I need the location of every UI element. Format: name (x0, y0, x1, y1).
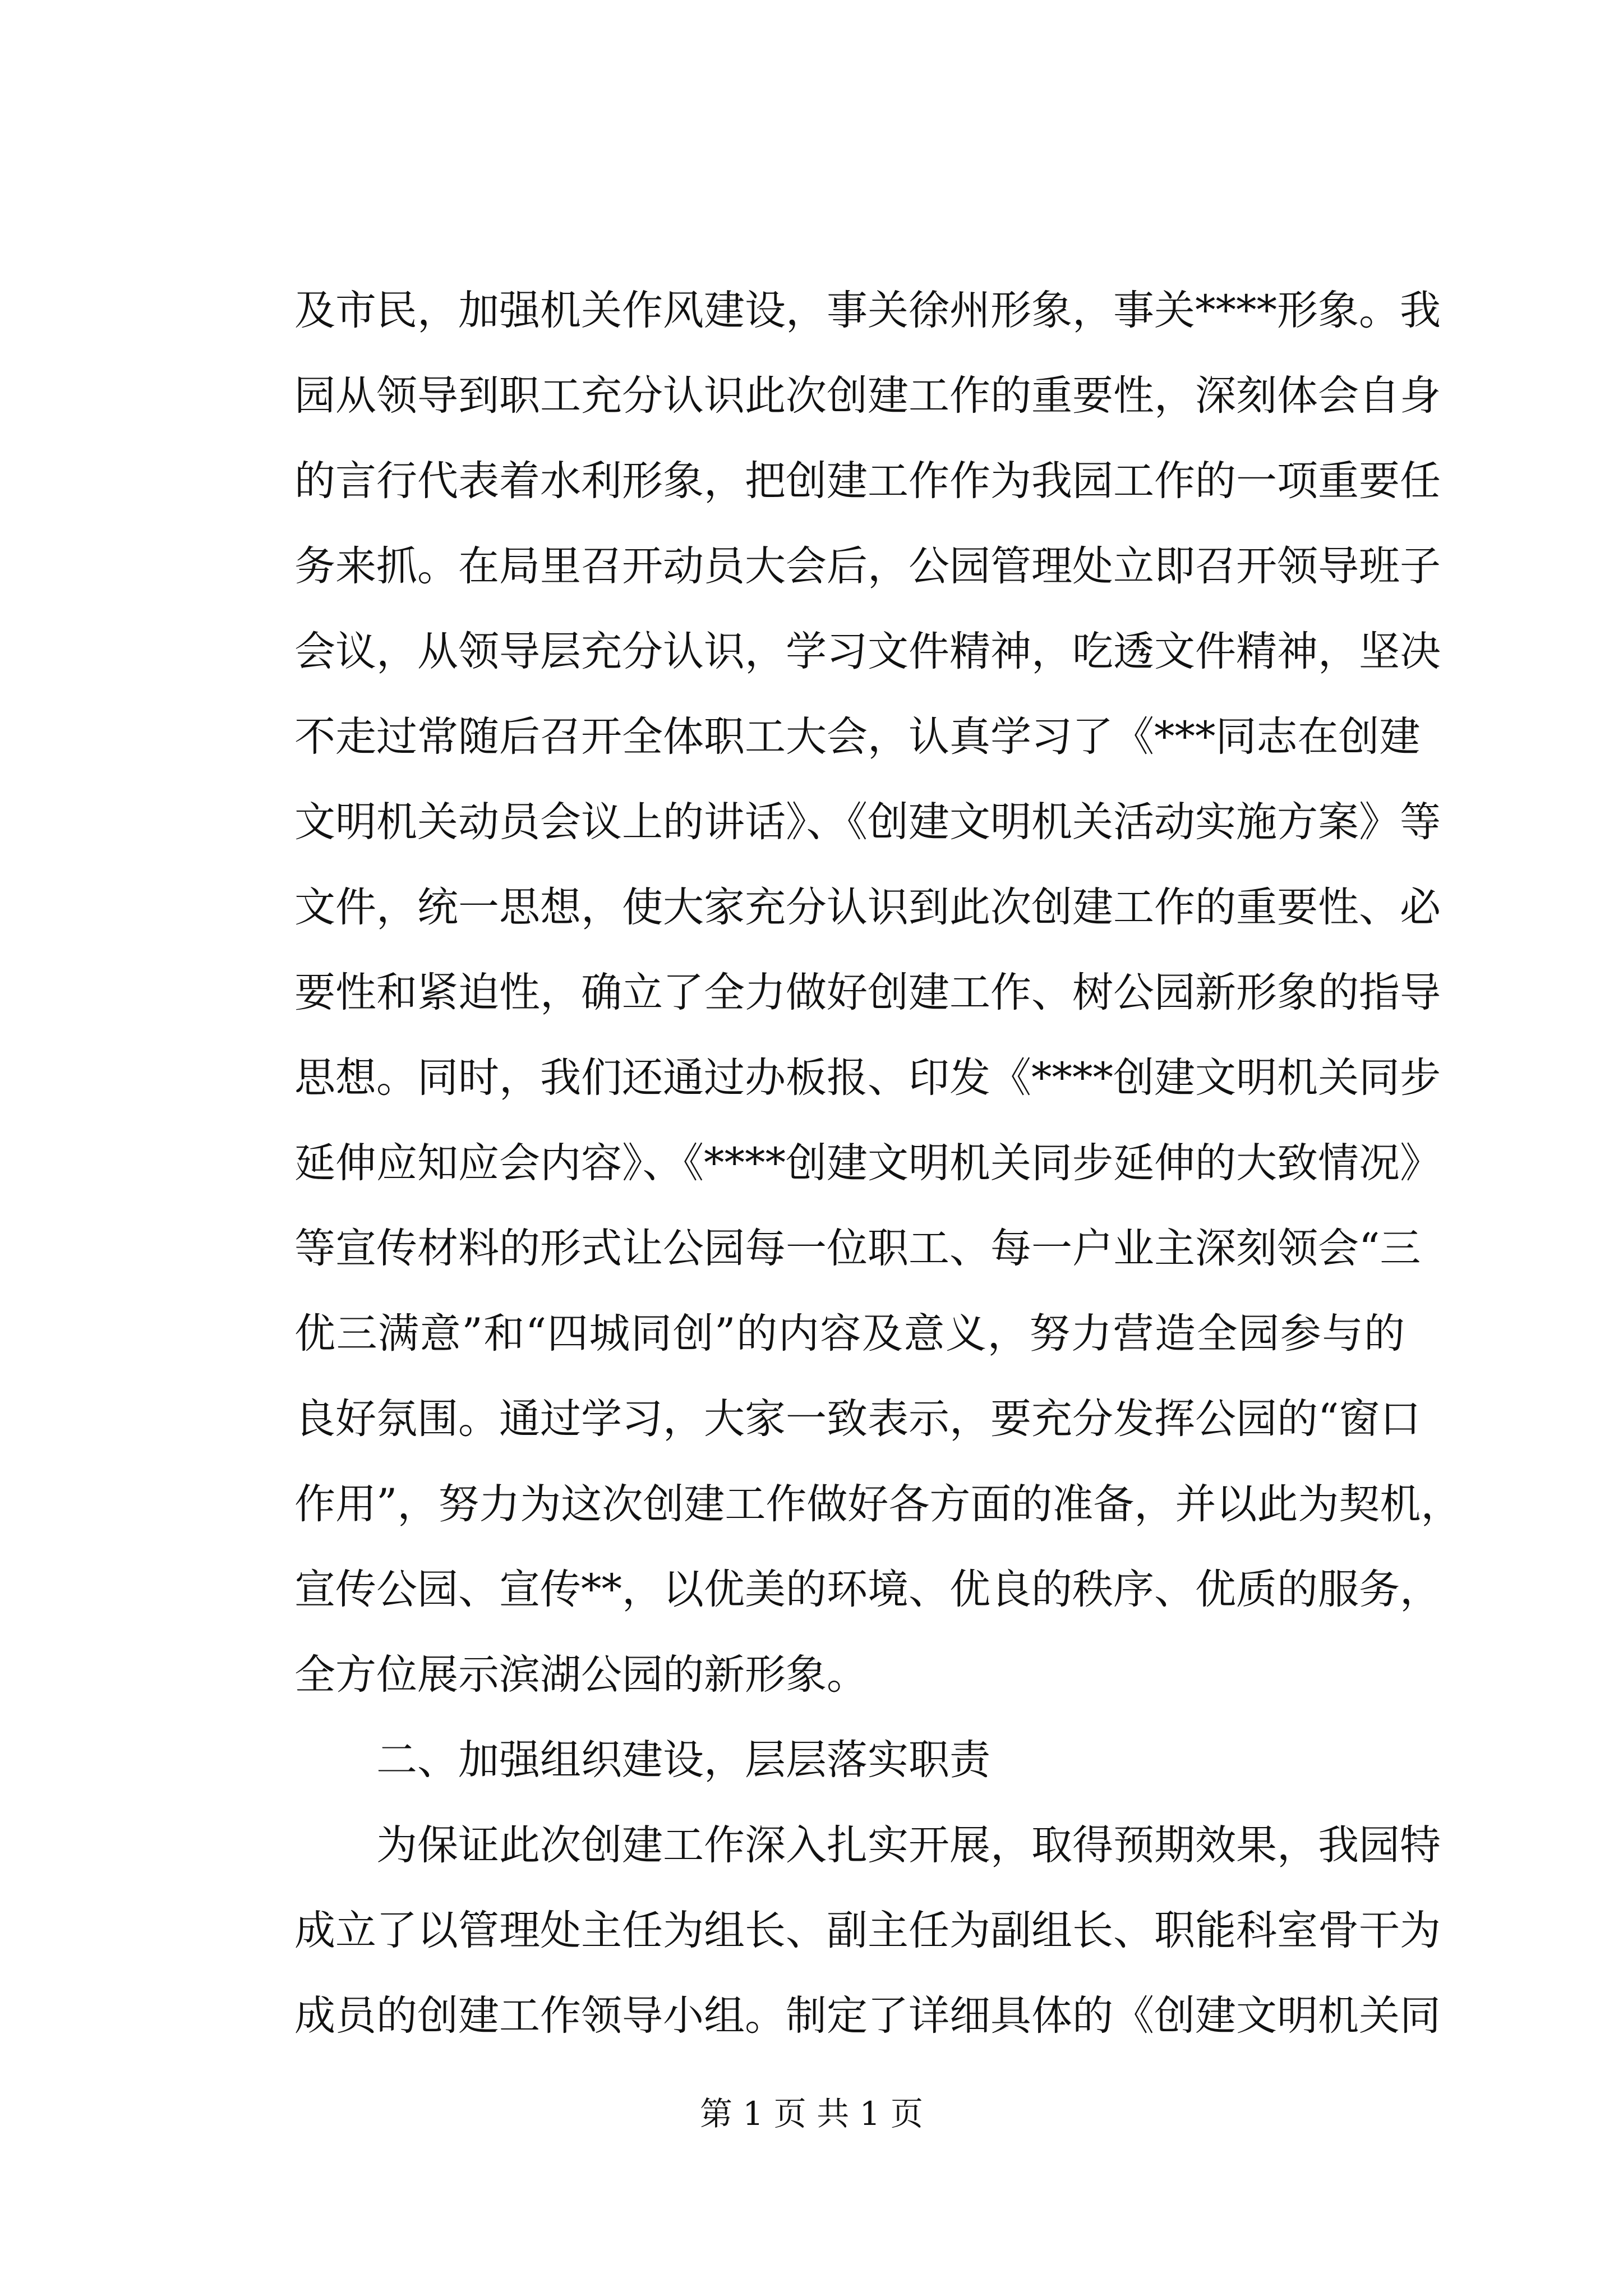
paragraph-1-line-4: 务来抓。在局里召开动员大会后，公园管理处立即召开领导班子 (294, 542, 1441, 590)
paragraph-1-line-3: 的言行代表着水利形象，把创建工作作为我园工作的一项重要任 (294, 457, 1441, 505)
paragraph-1-line-5: 会议，从领导层充分认识，学习文件精神，吃透文件精神，坚决 (294, 628, 1441, 675)
paragraph-1-line-7: 文明机关动员会议上的讲话》、《创建文明机关活动实施方案》等 (294, 798, 1441, 846)
paragraph-2-line-2: 成立了以管理处主任为组长、副主任为副组长、职能科室骨干为 (294, 1907, 1441, 1954)
paragraph-1-line-1: 及市民，加强机关作风建设，事关徐州形象，事关****形象。我 (294, 287, 1441, 334)
paragraph-1-line-10: 思想。同时，我们还通过办板报、印发《****创建文明机关同步 (294, 1054, 1441, 1102)
paragraph-1-line-14: 良好氛围。通过学习，大家一致表示，要充分发挥公园的“窗口 (294, 1395, 1421, 1443)
paragraph-1-line-2: 园从领导到职工充分认识此次创建工作的重要性，深刻体会自身 (294, 372, 1441, 420)
paragraph-1-line-8: 文件，统一思想，使大家充分认识到此次创建工作的重要性、必 (294, 884, 1441, 931)
paragraph-1-line-9: 要性和紧迫性，确立了全力做好创建工作、树公园新形象的指导 (294, 969, 1441, 1016)
paragraph-2-line-3: 成员的创建工作领导小组。制定了详细具体的《创建文明机关同 (294, 1992, 1441, 2040)
page-number-footer: 第 1 页 共 1 页 (700, 2095, 923, 2133)
section-heading-2: 二、加强组织建设，层层落实职责 (376, 1736, 990, 1784)
paragraph-1-line-15: 作用”，努力为这次创建工作做好各方面的准备，并以此为契机， (294, 1480, 1462, 1528)
paragraph-1-line-13: 优三满意”和“四城同创”的内容及意义，努力营造全园参与的 (294, 1310, 1405, 1358)
paragraph-2-line-1: 为保证此次创建工作深入扎实开展，取得预期效果，我园特 (376, 1821, 1441, 1869)
paragraph-1-line-6: 不走过常随后召开全体职工大会，认真学习了《***同志在创建 (294, 713, 1421, 761)
paragraph-1-line-11: 延伸应知应会内容》、《****创建文明机关同步延伸的大致情况》 (294, 1139, 1441, 1187)
paragraph-1-line-16: 宣传公园、宣传**，以优美的环境、优良的秩序、优质的服务， (294, 1566, 1441, 1613)
document-body (294, 268, 1462, 2059)
paragraph-1-line-12: 等宣传材料的形式让公园每一位职工、每一户业主深刻领会“三 (294, 1225, 1421, 1272)
paragraph-1-line-17: 全方位展示滨湖公园的新形象。 (294, 1651, 868, 1699)
